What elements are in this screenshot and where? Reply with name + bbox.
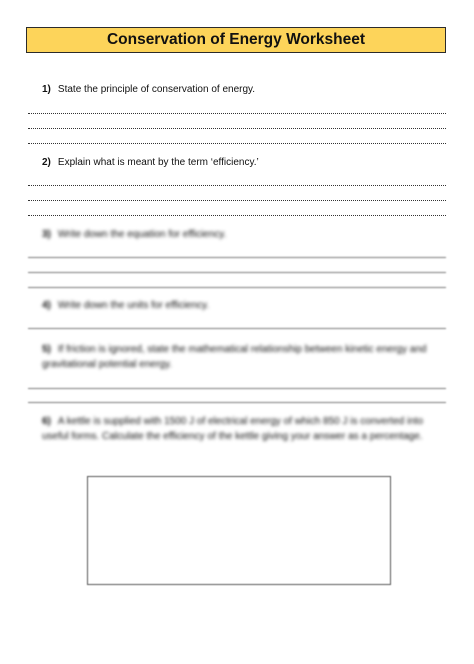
question-6 <box>42 414 440 444</box>
question-1 <box>42 82 255 97</box>
question-4-text: Write down the units for efficiency. <box>57 300 210 311</box>
question-3 <box>42 227 226 242</box>
worksheet-title: Conservation of Energy Worksheet <box>106 31 366 48</box>
answer-line-5a <box>28 388 446 389</box>
answer-line-5b <box>28 402 446 403</box>
question-2 <box>42 155 259 170</box>
answer-line-3b <box>28 272 446 273</box>
question-6-number: 6) <box>42 416 51 427</box>
question-4-number: 4) <box>42 300 51 311</box>
answer-line-2c <box>28 215 446 216</box>
question-2-number: 2) <box>42 157 51 168</box>
working-answer-box[interactable] <box>87 476 391 585</box>
question-6-text: A kettle is supplied with 1500 J of electrical energy of which 850 J is converted into useful forms. Calculate the efficiency of the kettle giving your answer as a percentage. <box>42 416 424 442</box>
question-5-text: If friction is ignored, state the mathematical relationship between kinetic energy and gravitational potential energy. <box>42 344 427 370</box>
answer-line-1a <box>28 113 446 114</box>
question-1-number: 1) <box>42 84 51 95</box>
question-5 <box>42 342 440 372</box>
answer-line-1c <box>28 143 446 144</box>
answer-line-2a <box>28 185 446 186</box>
answer-line-3a <box>28 257 446 258</box>
question-4 <box>42 298 209 313</box>
answer-line-1b <box>28 128 446 129</box>
question-3-number: 3) <box>42 229 51 240</box>
answer-line-4a <box>28 328 446 329</box>
question-3-text: Write down the equation for efficiency. <box>57 229 227 240</box>
answer-line-3c <box>28 287 446 288</box>
question-2-text: Explain what is meant by the term ‘efficiency.’ <box>57 157 259 168</box>
answer-line-2b <box>28 200 446 201</box>
question-5-number: 5) <box>42 344 51 355</box>
worksheet-title-banner <box>26 27 446 53</box>
question-1-text: State the principle of conservation of energy. <box>57 84 256 95</box>
